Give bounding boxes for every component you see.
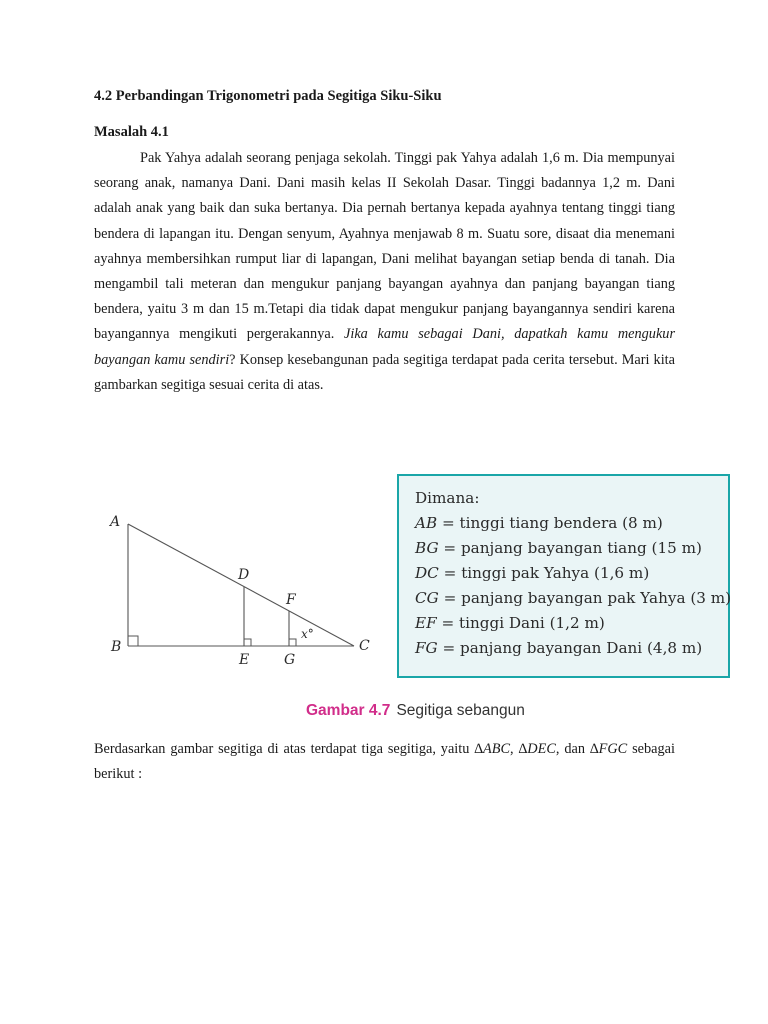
angle-label: x° [301, 627, 314, 641]
legend-segment: BG [415, 539, 439, 557]
triangle-fgc: ∆FGC [589, 741, 628, 757]
conclusion-text-2: sebagai berikut : [94, 741, 675, 783]
segment-ac [128, 524, 354, 646]
label-d: D [238, 567, 250, 583]
legend-segment: FG [415, 639, 438, 657]
legend-heading: Dimana: [415, 489, 480, 507]
legend-row [415, 636, 728, 661]
label-c: C [359, 638, 370, 654]
legend-row [415, 561, 728, 586]
legend-description: = tinggi Dani (1,2 m) [436, 614, 605, 632]
legend-row [415, 511, 728, 536]
problem-paragraph [94, 146, 675, 398]
legend-row [415, 611, 728, 636]
legend-segment: DC [415, 564, 439, 582]
legend-row [415, 586, 732, 611]
separator-1: , [510, 741, 519, 757]
legend-segment: CG [415, 589, 439, 607]
conclusion-text-1: Berdasarkan gambar segitiga di atas terdapat tiga segitiga, yaitu [94, 741, 475, 757]
legend-description: = panjang bayangan tiang (15 m) [438, 539, 702, 557]
legend-description: = tinggi tiang bendera (8 m) [437, 514, 663, 532]
caption-text: Segitiga sebangun [396, 702, 525, 719]
separator-2: , dan [555, 741, 590, 757]
right-angle-g [289, 639, 296, 646]
legend-description: = tinggi pak Yahya (1,6 m) [438, 564, 650, 582]
triangle-abc: ∆ABC [474, 741, 511, 757]
legend-description: = panjang bayangan pak Yahya (3 m) [438, 589, 732, 607]
problem-title: Masalah 4.1 [94, 124, 169, 140]
problem-text-1: Pak Yahya adalah seorang penjaga sekolah. Tinggi pak Yahya adalah 1,6 m. Dia mempunyai seorang anak, namanya Dani. Dani masih kelas II Sekolah Dasar. Tinggi badannya 1,2 m. Dani adalah anak yang baik dan suka bertanya. Dia pernah bertanya kepada ayahnya tentang tinggi tiang bendera di lapangan itu. Dengan senyum, Ayahnya menjawab 8 m. Suatu sore, disaat dia menemani ayahnya membersihkan rumput liar di lapangan, Dani melihat bayangan setiap benda di tanah. Dia mengambil tali meteran dan mengukur panjang bayangan ayahnya dan panjang bayangan tiang bendera, yaitu 3 m dan 15 m.Tetapi dia tidak dapat mengukur panjang bayangannya sendiri karena bayangannya mengikuti pergerakannya. [94, 150, 675, 343]
triangle-dec: ∆DEC [518, 741, 556, 757]
right-angle-b [128, 636, 138, 646]
right-angle-e [244, 639, 251, 646]
section-title: 4.2 Perbandingan Trigonometri pada Segitiga Siku-Siku [94, 88, 442, 104]
label-f: F [286, 592, 296, 608]
legend-segment: EF [415, 614, 437, 632]
legend-segment: AB [415, 514, 438, 532]
label-e: E [239, 652, 250, 668]
label-g: G [284, 652, 296, 668]
figure-caption [306, 702, 525, 720]
legend-box [397, 474, 730, 678]
caption-number: Gambar 4.7 [306, 702, 391, 719]
label-b: B [111, 639, 122, 655]
legend-row [415, 536, 728, 561]
legend-description: = panjang bayangan Dani (4,8 m) [437, 639, 703, 657]
problem-italic-question: Jika kamu sebagai Dani, dapatkah kamu mengukur bayangan kamu sendiri [94, 326, 676, 368]
similar-triangles-figure [100, 505, 390, 670]
legend-rows [415, 511, 732, 661]
problem-text-2: ? Konsep kesebangunan pada segitiga terdapat pada cerita tersebut. Mari kita gambarkan segitiga sesuai cerita di atas. [94, 351, 675, 393]
conclusion-paragraph [94, 737, 675, 787]
label-a: A [110, 514, 121, 530]
